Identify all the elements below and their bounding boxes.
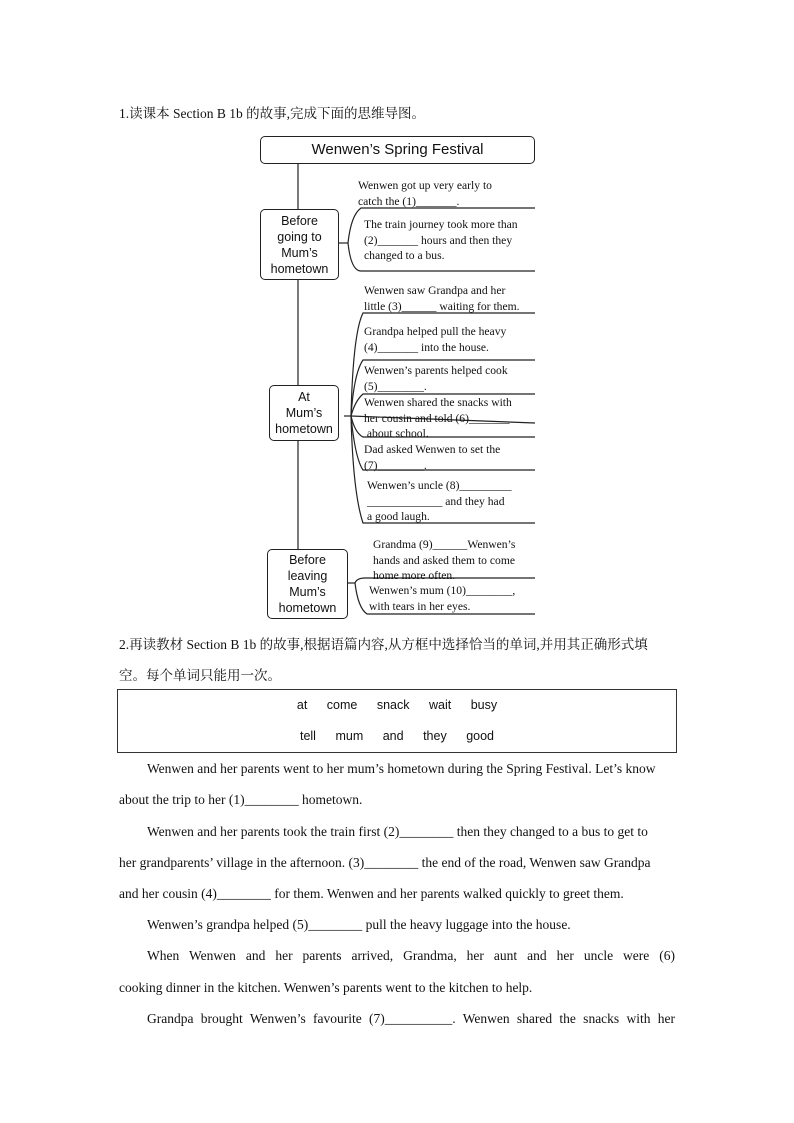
node-before-going: Before going to Mum’s hometown [260,209,339,280]
word: good [466,729,494,743]
node-before-leaving: Before leaving Mum’s hometown [267,549,348,619]
word: busy [470,698,498,712]
passage-line-3: Wenwen and her parents took the train first (2)________ then they changed to a bus to get to [147,824,648,839]
word: tell [299,729,316,743]
leaf-8: Wenwen’s uncle (8)_________ _____________ and they had a good laugh. [367,479,512,523]
word: and [382,729,404,743]
leaf-2: The train journey took more than (2)_______ hours and then they changed to a bus. [364,218,518,262]
question-2-heading-line2: 空。每个单词只能用一次。 [119,668,281,683]
word: come [326,698,358,712]
word: wait [429,698,452,712]
passage-line-8: cooking dinner in the kitchen. Wenwen’s parents went to the kitchen to help. [119,980,533,995]
leaf-4: Grandpa helped pull the heavy (4)_______ into the house. [364,325,507,354]
word: they [423,729,447,743]
word: at [296,698,308,712]
word: mum [335,729,364,743]
node-at-hometown: At Mum’s hometown [269,385,339,441]
word-box [117,689,677,753]
leaf-6: Wenwen shared the snacks with her cousin and told (6)_______ about school. [364,396,512,440]
passage-line-9: Grandpa brought Wenwen’s favourite (7)__________. Wenwen shared the snacks with her [147,1011,675,1026]
passage-line-7: When Wenwen and her parents arrived, Grandma, her aunt and her uncle were (6) [147,948,675,963]
passage-line-2: about the trip to her (1)________ hometown. [119,792,363,807]
mind-map-title: Wenwen’s Spring Festival [260,136,535,164]
word: snack [376,698,410,712]
word-row-2 [118,729,676,743]
leaf-3: Wenwen saw Grandpa and her little (3)______ waiting for them. [364,284,520,313]
leaf-7: Dad asked Wenwen to set the (7)________. [364,443,501,472]
leaf-9: Grandma (9)______Wenwen’s hands and asked them to come home more often. [373,538,516,582]
passage-line-6: Wenwen’s grandpa helped (5)________ pull the heavy luggage into the house. [147,917,571,932]
leaf-5: Wenwen’s parents helped cook (5)________. [364,364,508,393]
word-row-1 [118,698,676,712]
leaf-10: Wenwen’s mum (10)________, with tears in her eyes. [369,584,516,613]
passage-line-5: and her cousin (4)________ for them. Wenwen and her parents walked quickly to greet them. [119,886,624,901]
leaf-1: Wenwen got up very early to catch the (1)_______. [358,179,492,208]
passage-line-4: her grandparents’ village in the afternoon. (3)________ the end of the road, Wenwen saw Grandpa [119,855,651,870]
question-2-heading-line1: 2.再读教材 Section B 1b 的故事,根据语篇内容,从方框中选择恰当的单词,并用其正确形式填 [119,637,648,652]
mind-map [255,133,540,620]
question-1-heading: 1.读课本 Section B 1b 的故事,完成下面的思维导图。 [119,106,425,121]
passage-line-1: Wenwen and her parents went to her mum’s hometown during the Spring Festival. Let’s know [147,761,656,776]
